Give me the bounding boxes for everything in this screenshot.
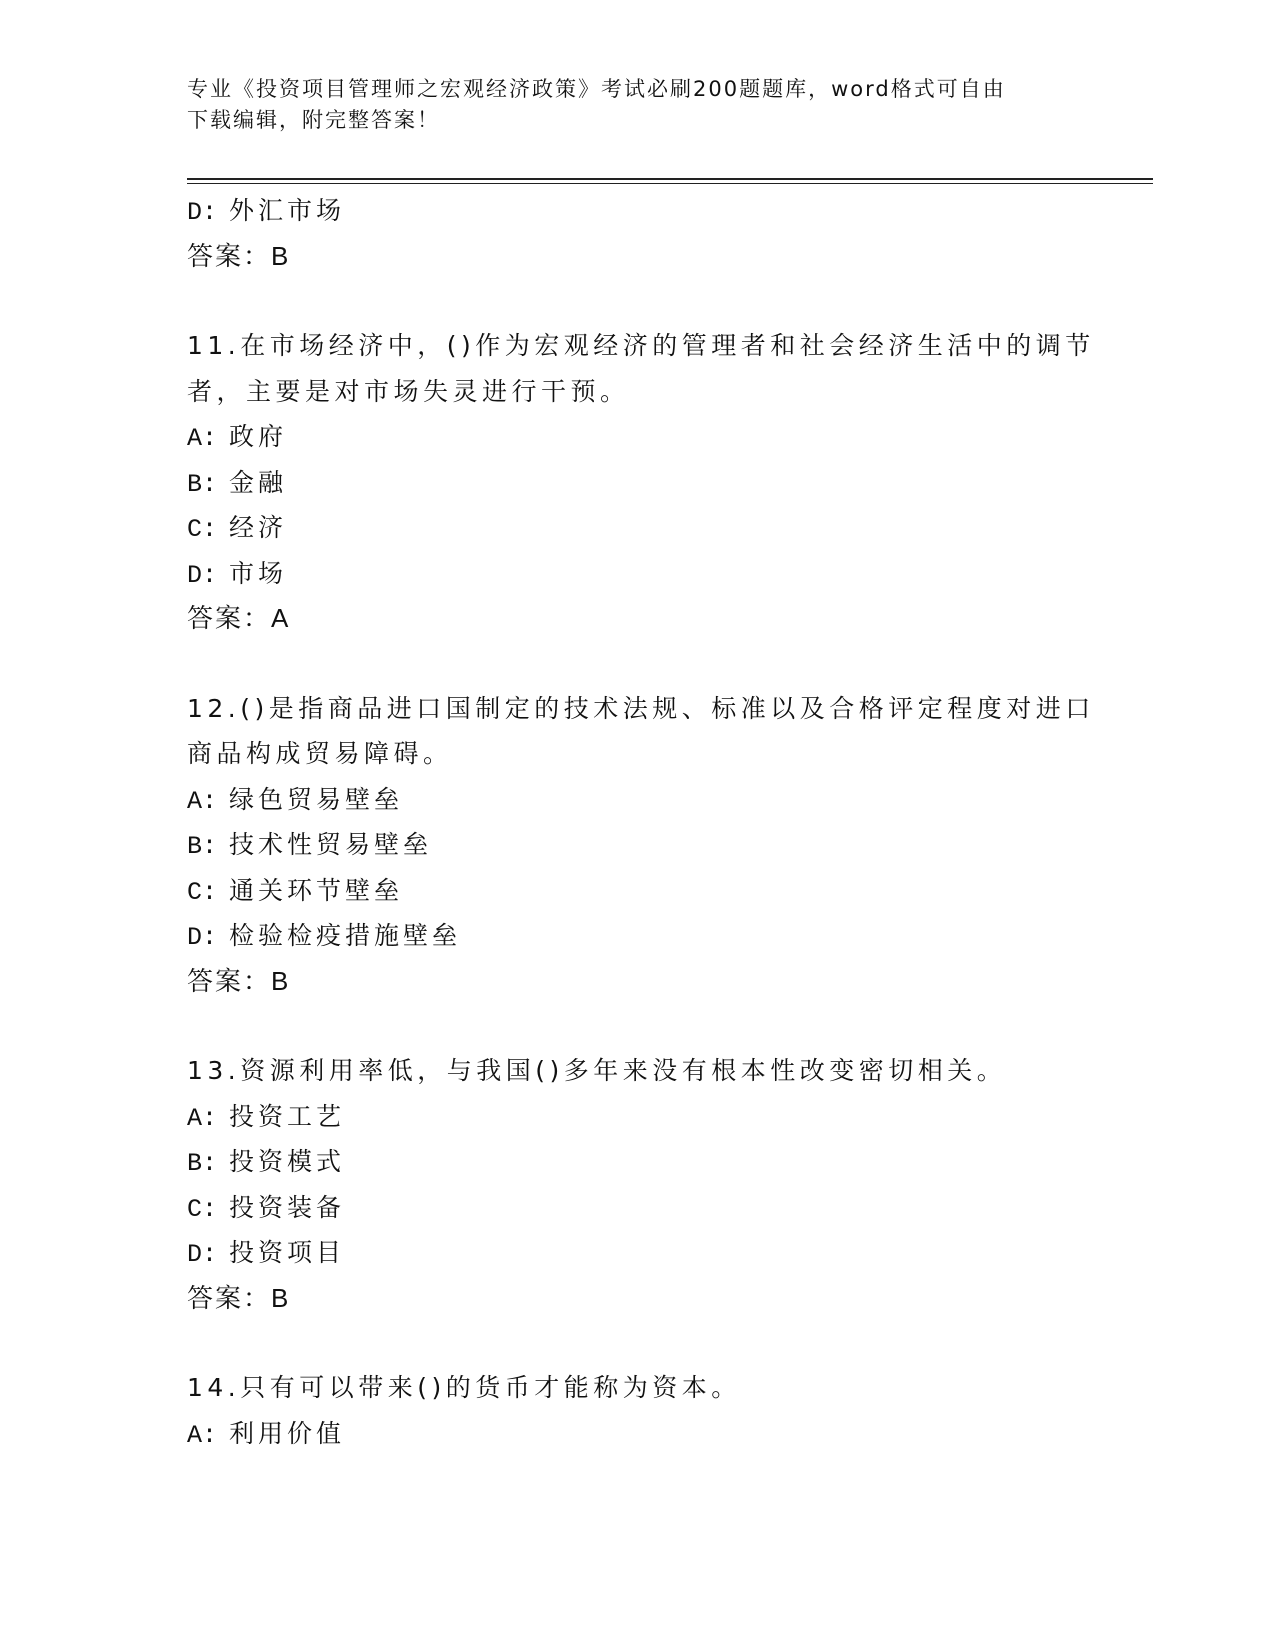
option-item xyxy=(187,822,1087,868)
document-body xyxy=(187,188,1095,1456)
question-stem-line: 11.在市场经济中，()作为宏观经济的管理者和社会经济生活中的调节 xyxy=(187,331,1095,360)
question-stem xyxy=(187,323,1095,414)
option-label: A: xyxy=(187,786,218,816)
option-text: 投资模式 xyxy=(229,1147,346,1176)
header-line-2: 下载编辑，附完整答案！ xyxy=(187,108,440,132)
option-text: 政府 xyxy=(229,422,288,451)
option-label: C: xyxy=(187,1194,218,1224)
question-stem xyxy=(187,1365,1087,1411)
question-stem-line: 者，主要是对市场失灵进行干预。 xyxy=(187,376,630,406)
question-stem xyxy=(187,686,1095,777)
answer-line: 答案：A xyxy=(187,603,291,633)
option-item xyxy=(187,1094,1087,1140)
option-label: D: xyxy=(187,560,218,590)
option-text: 投资项目 xyxy=(229,1238,346,1267)
option-item xyxy=(187,1411,1087,1457)
option-label: D: xyxy=(187,1240,218,1269)
option-text: 检验检疫措施壁垒 xyxy=(229,921,462,950)
option-label: C: xyxy=(187,877,218,907)
option-text: 金融 xyxy=(229,467,288,497)
option-text: 利用价值 xyxy=(229,1418,346,1448)
option-item xyxy=(187,1230,1087,1276)
option-label: A: xyxy=(187,1420,218,1450)
header-line-1: 专业《投资项目管理师之宏观经济政策》考试必刷200题题库，word格式可自由 xyxy=(187,77,1006,101)
answer-line: 答案：B xyxy=(187,240,291,271)
question-stem xyxy=(187,1048,1087,1094)
option-item xyxy=(187,913,1087,959)
option-item xyxy=(187,414,1087,460)
question-stem-line: 14.只有可以带来()的货币才能称为资本。 xyxy=(187,1373,741,1402)
option-label: B: xyxy=(187,832,218,861)
option-label: C: xyxy=(187,515,218,544)
spacer xyxy=(187,1321,1087,1365)
option-label: D: xyxy=(187,198,218,227)
option-text: 绿色贸易壁垒 xyxy=(229,784,404,814)
option-item xyxy=(187,505,1087,551)
header-divider-thin xyxy=(187,183,1153,184)
question-stem-line: 商品构成贸易障碍。 xyxy=(187,739,453,768)
option-label: A: xyxy=(187,1103,218,1133)
option-text: 外汇市场 xyxy=(229,196,346,225)
question-stem-line: 13.资源利用率低，与我国()多年来没有根本性改变密切相关。 xyxy=(187,1056,1007,1085)
option-label: A: xyxy=(187,424,218,453)
option-text: 市场 xyxy=(229,558,288,588)
option-item xyxy=(187,777,1087,823)
spacer xyxy=(187,642,1087,686)
option-text: 投资工艺 xyxy=(229,1101,346,1131)
option-item xyxy=(187,868,1087,914)
option-text: 经济 xyxy=(229,513,288,542)
header-divider-thick xyxy=(187,178,1153,180)
option-item xyxy=(187,551,1087,597)
question-stem-line: 12.()是指商品进口国制定的技术法规、标准以及合格评定程度对进口 xyxy=(187,693,1095,723)
option-item xyxy=(187,460,1087,506)
document-header xyxy=(187,74,1087,136)
spacer xyxy=(187,1004,1087,1048)
answer-line: 答案：B xyxy=(187,965,291,996)
spacer xyxy=(187,279,1087,323)
answer-line: 答案：B xyxy=(187,1282,291,1313)
option-item xyxy=(187,1185,1087,1231)
option-label: B: xyxy=(187,469,218,499)
option-item xyxy=(187,188,1087,234)
option-label: B: xyxy=(187,1149,218,1178)
option-text: 投资装备 xyxy=(229,1192,346,1222)
option-item xyxy=(187,1139,1087,1185)
option-label: D: xyxy=(187,923,218,952)
option-text: 通关环节壁垒 xyxy=(229,875,404,905)
option-text: 技术性贸易壁垒 xyxy=(229,830,433,859)
